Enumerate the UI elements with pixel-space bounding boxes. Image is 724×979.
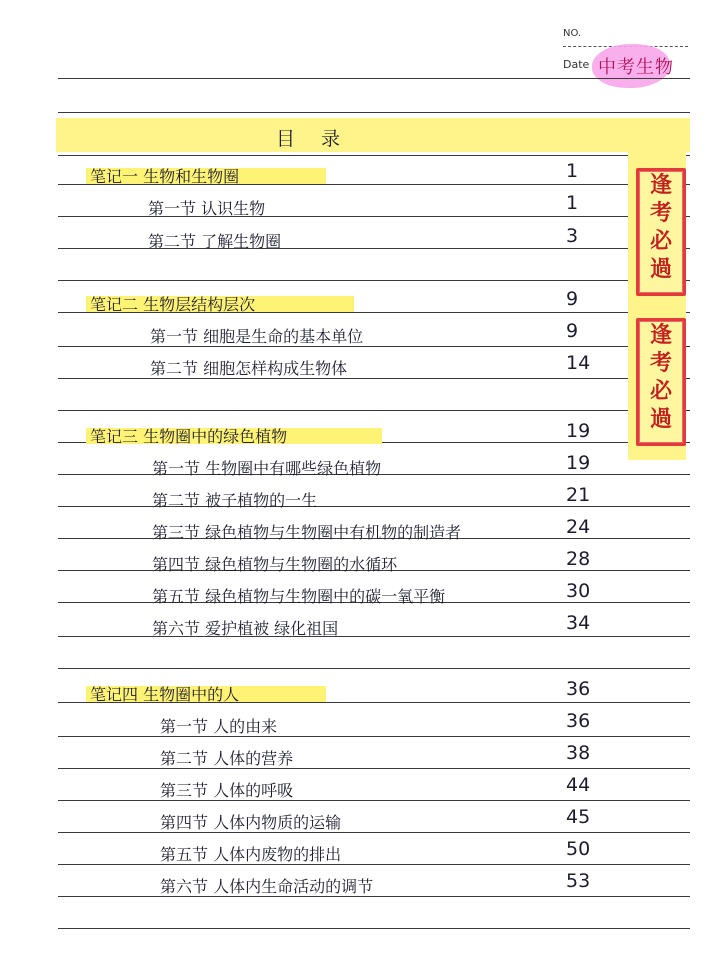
ruled-line (58, 928, 690, 929)
page-number: 3 (566, 225, 579, 247)
page-number: 9 (566, 288, 579, 310)
section-title: 第二节 了解生物圈 (148, 232, 282, 251)
ruled-line (58, 78, 690, 79)
page-number: 36 (566, 710, 591, 732)
page-number: 19 (566, 452, 591, 474)
stamp-char: 考 (649, 350, 672, 376)
page-number: 24 (566, 516, 591, 538)
title-highlight (56, 118, 690, 152)
stamp-good-luck (636, 318, 686, 446)
page-number: 30 (566, 580, 591, 602)
section-title: 第一节 生物圈中有哪些绿色植物 (152, 459, 382, 478)
stamp-char: 逢 (649, 322, 672, 348)
date-label: Date (563, 58, 590, 71)
section-title: 第五节 人体内废物的排出 (160, 845, 342, 864)
ruled-line (58, 155, 690, 156)
page-number: 53 (566, 870, 591, 892)
section-title: 第一节 细胞是生命的基本单位 (150, 327, 364, 346)
page-number: 1 (566, 192, 579, 214)
page-number: 19 (566, 420, 591, 442)
stamp-good-luck (636, 168, 686, 296)
page-number: 21 (566, 484, 591, 506)
section-title: 第四节 人体内物质的运输 (160, 813, 342, 832)
chapter-title: 笔记三 生物圈中的绿色植物 (90, 427, 288, 446)
section-title: 第二节 被子植物的一生 (152, 491, 318, 510)
subject-title: 中考生物 (598, 57, 674, 78)
section-title: 第三节 绿色植物与生物圈中有机物的制造者 (152, 523, 462, 542)
chapter-title: 笔记一 生物和生物圈 (90, 167, 240, 186)
page-number: 1 (566, 160, 579, 182)
page-number: 50 (566, 838, 591, 860)
section-title: 第一节 人的由来 (160, 717, 278, 736)
stamp-char: 必 (649, 378, 672, 404)
section-title: 第三节 人体的呼吸 (160, 781, 294, 800)
chapter-title: 笔记四 生物圈中的人 (90, 685, 240, 704)
ruled-line (58, 768, 690, 769)
section-title: 第二节 细胞怎样构成生物体 (150, 359, 348, 378)
stamp-char: 過 (649, 406, 672, 432)
ruled-line (58, 410, 690, 411)
section-title: 第六节 人体内生命活动的调节 (160, 877, 374, 896)
section-title: 第六节 爱护植被 绿化祖国 (152, 619, 339, 638)
stamp-char: 考 (649, 200, 672, 226)
ruled-line (58, 668, 690, 669)
no-label: NO. (563, 28, 582, 39)
page-number: 36 (566, 678, 591, 700)
section-title: 第四节 绿色植物与生物圈的水循环 (152, 555, 398, 574)
ruled-line (58, 832, 690, 833)
page-number: 38 (566, 742, 591, 764)
ruled-line (58, 736, 690, 737)
stamp-char: 過 (649, 256, 672, 282)
stamp-char: 逢 (649, 172, 672, 198)
page-number: 44 (566, 774, 591, 796)
ruled-line (58, 280, 690, 281)
ruled-line (58, 864, 690, 865)
toc-title: 目 录 (276, 128, 351, 150)
page-number: 34 (566, 612, 591, 634)
page-number: 45 (566, 806, 591, 828)
section-title: 第二节 人体的营养 (160, 749, 294, 768)
ruled-line (58, 896, 690, 897)
page-number: 9 (566, 320, 579, 342)
section-title: 第一节 认识生物 (148, 199, 266, 218)
page-number: 14 (566, 352, 591, 374)
page-number: 28 (566, 548, 591, 570)
chapter-title: 笔记二 生物层结构层次 (90, 295, 256, 314)
stamp-char: 必 (649, 228, 672, 254)
ruled-line (58, 800, 690, 801)
section-title: 第五节 绿色植物与生物圈中的碳一氧平衡 (152, 587, 446, 606)
ruled-line (58, 112, 690, 113)
